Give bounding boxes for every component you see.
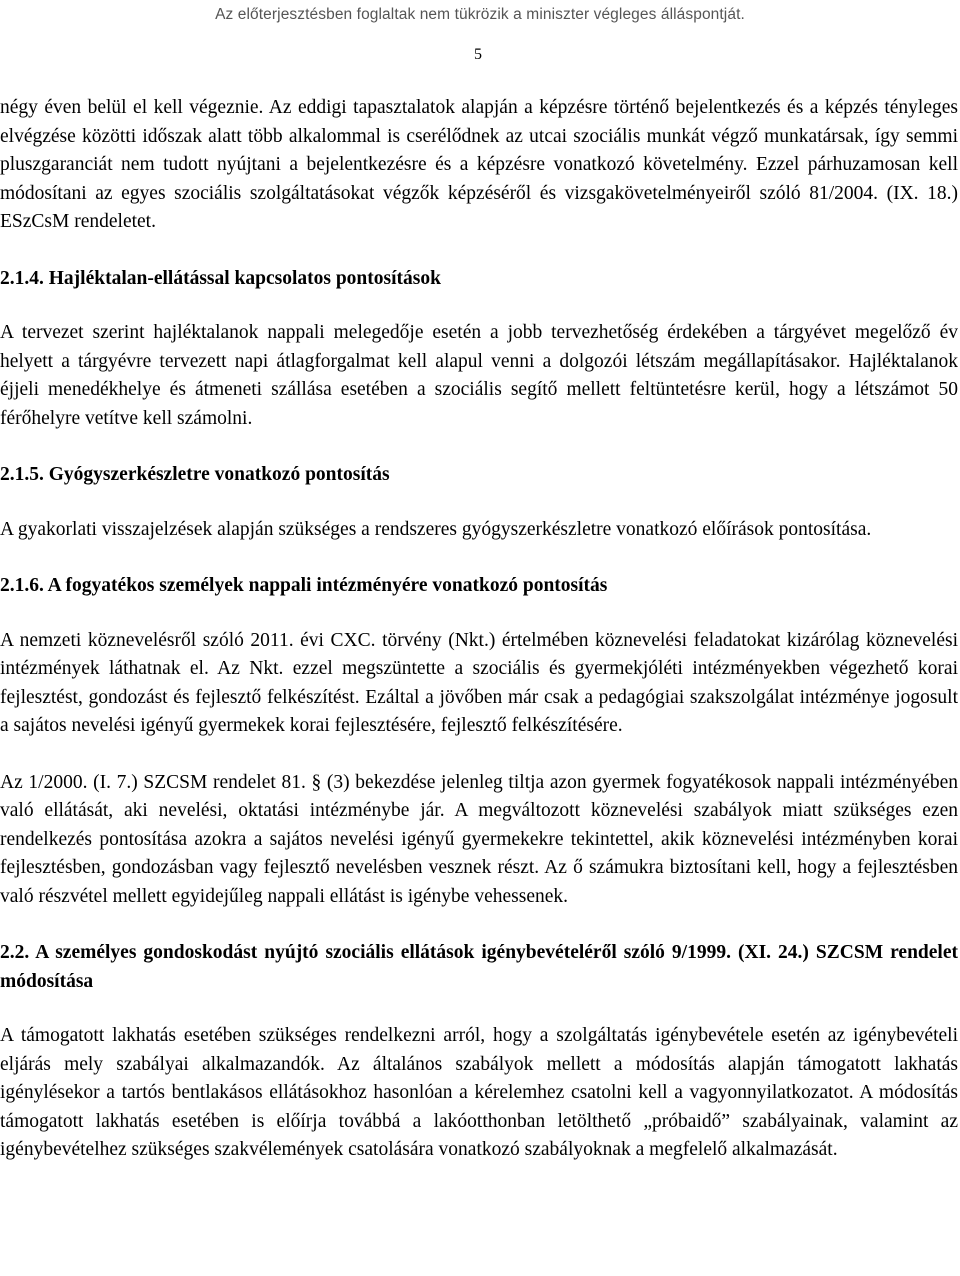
- section-heading-2-1-6: 2.1.6. A fogyatékos személyek nappali intézményére vonatkozó pontosítás: [0, 575, 608, 596]
- paragraph-medication-stock: A gyakorlati visszajelzések alapján szükséges a rendszeres gyógyszerkészletre vonatkozó előírások pontosítása.: [0, 518, 872, 540]
- paragraph-training-requirement: négy éven belül el kell végeznie. Az eddigi tapasztalatok alapján a képzésre történő bejelentkezés és a képzés tényleges elvégzése közötti időszak alatt több alkalommal is cserélődnek az utcai szociális munkát végző munkatársak, így semmi pluszgaranciát nem tudott nyújtani a bejelentkezésre és a képzésre vonatkozó követelmény. Ezzel párhuzamosan kell módosítani az egyes szociális szolgáltatásokat végzők képzéséről és vizsgakövetelményeiről szóló 81/2004. (IX. 18.) ESzCsM rendeletet.: [0, 97, 958, 232]
- page-number: 5: [474, 46, 482, 63]
- paragraph-supported-housing: A támogatott lakhatás esetében szükséges rendelkezni arról, hogy a szolgáltatás igénybevétele esetén az igénybevételi eljárás mely szabályai alkalmazandók. Az általános szabályok mellett a módosítás alapján támogatott lakhatás igénylésekor a tartós bentlakásos ellátásokhoz hasonlóan a kérelemhez csatolni kell a vagyonnyilatkozatot. A módosítás támogatott lakhatás esetében is előírja továbbá a lakóotthonban letölthető „próbaidő” szabályainak, valamint az igénybevételhez szükséges szakvélemények csatolására vonatkozó szabályoknak a megfelelő alkalmazását.: [0, 1025, 958, 1160]
- document-body: [0, 94, 958, 1165]
- section-heading-2-2: 2.2. A személyes gondoskodást nyújtó szociális ellátások igénybevételéről szóló 9/1999. (XI. 24.) SZCSM rendelet módosítása: [0, 942, 958, 992]
- paragraph-day-care-amendment: Az 1/2000. (I. 7.) SZCSM rendelet 81. § (3) bekezdése jelenleg tiltja azon gyermek fogyatékosok nappali intézményében való ellátását, aki nevelési, oktatási intézménybe jár. A megváltozott köznevelési szabályok miatt szükséges ezen rendelkezés pontosítása azokra a sajátos nevelési igényű gyermekekre tekintettel, akik köznevelési intézményben korai fejlesztésben, gondozásban vagy fejlesztő nevelésben vesznek részt. Az ő számukra biztosítani kell, hogy a fejlesztésben való részvétel mellett egyidejűleg nappali ellátást is igénybe vehessenek.: [0, 771, 958, 907]
- paragraph-public-education: A nemzeti köznevelésről szóló 2011. évi CXC. törvény (Nkt.) értelmében köznevelési feladatokat kizárólag köznevelési intézmények láthatnak el. Az Nkt. ezzel megszüntette a szociális és gyermekjóléti intézményekben végezhető korai fejlesztést, gondozást és fejlesztő felkészítést. Ezáltal a jövőben már csak a pedagógiai szakszolgálat intézménye jogosult a sajátos nevelési igényű gyermekek korai fejlesztésére, fejlesztő felkészítésére.: [0, 629, 958, 736]
- section-heading-2-1-4: 2.1.4. Hajléktalan-ellátással kapcsolatos pontosítások: [0, 267, 441, 289]
- paragraph-homeless-care: A tervezet szerint hajléktalanok nappali melegedője esetén a jobb tervezhetőség érdekében a tárgyévet megelőző év helyett a tárgyévre tervezett napi átlagforgalmat kell alapul venni a dolgozói létszám megállapításakor. Hajléktalanok éjjeli menedékhelye és átmeneti szállása esetében a szociális segítő mellett feltüntetésre kerül, hogy a létszámot 50 férőhelyre vetítve kell számolni.: [0, 322, 958, 429]
- draft-disclaimer-header: Az előterjesztésben foglaltak nem tükrözik a miniszter végleges álláspontját.: [215, 6, 745, 23]
- section-heading-2-1-5: 2.1.5. Gyógyszerkészletre vonatkozó pontosítás: [0, 464, 390, 485]
